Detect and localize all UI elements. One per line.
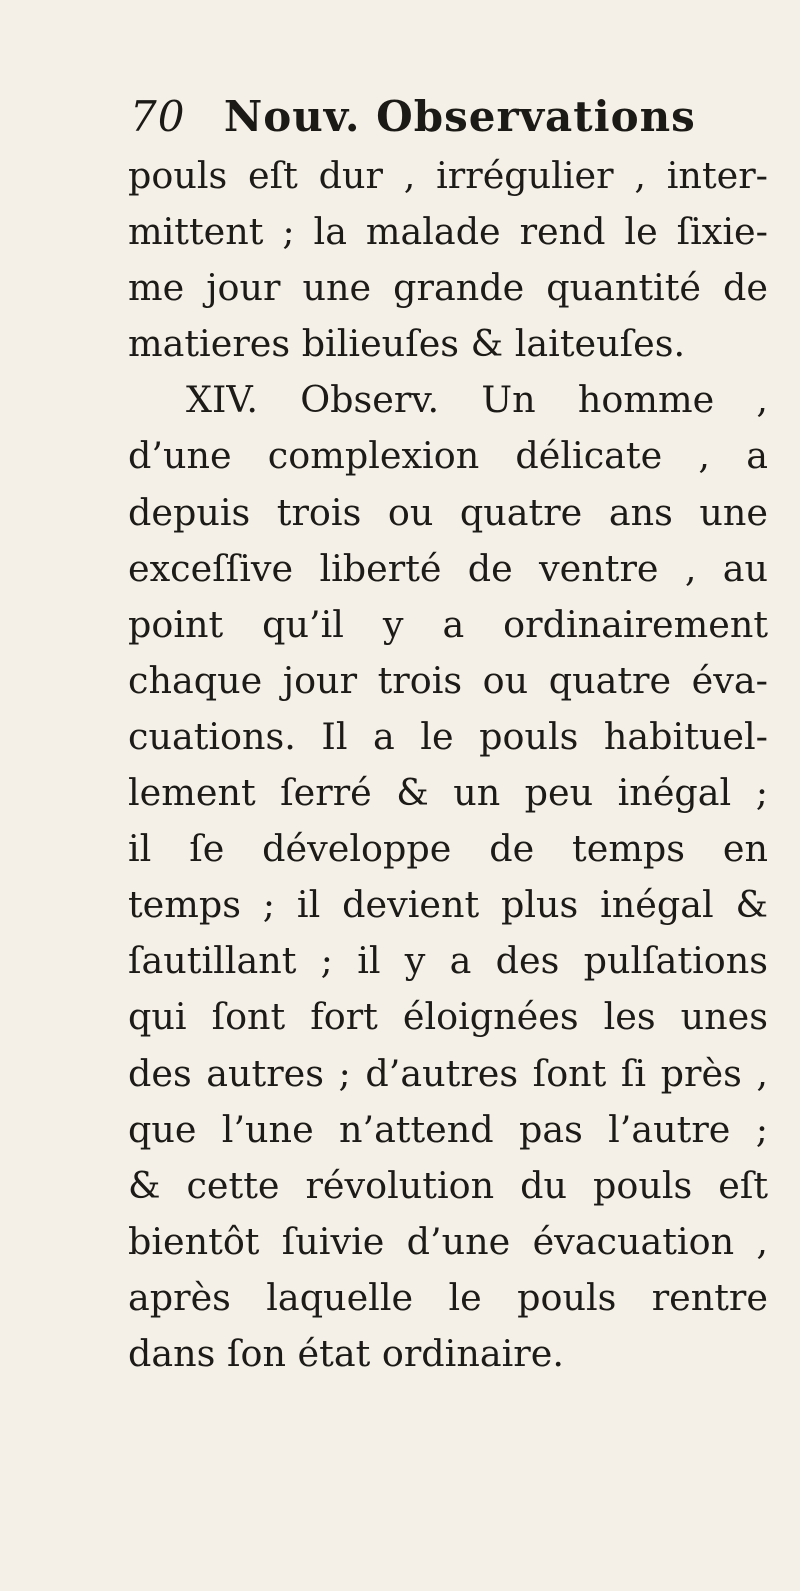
text-line: me jour une grande quantité de	[128, 266, 768, 310]
text-line: chaque jour trois ou quatre éva-	[128, 658, 768, 702]
text-line: depuis trois ou quatre ans une	[128, 490, 768, 534]
text-line: matieres bilieuſes & laiteuſes.	[128, 322, 686, 366]
body-text	[128, 148, 768, 1382]
text-line: temps ; il devient plus inégal &	[128, 883, 768, 927]
running-title: Nouv. Observations	[223, 92, 696, 141]
observation-heading-line: XIV. Observ. Un homme ,	[186, 378, 768, 422]
text-line: bientôt ſuivie d’une évacuation ,	[128, 1219, 768, 1263]
page-number: 70	[130, 92, 186, 141]
text-line: ſautillant ; il y a des pulſations	[128, 939, 768, 983]
text-line: il ſe développe de temps en	[128, 827, 768, 871]
text-line: dans ſon état ordinaire.	[128, 1331, 564, 1375]
page-header	[130, 92, 790, 141]
text-line: d’une complexion délicate , a	[128, 434, 768, 478]
text-line: qui ſont fort éloignées les unes	[128, 995, 768, 1039]
text-line: des autres ; d’autres ſont ſi près ,	[128, 1051, 768, 1095]
text-line: après laquelle le pouls rentre	[128, 1275, 768, 1319]
text-line: mittent ; la malade rend le ſixie-	[128, 210, 768, 254]
text-line: & cette révolution du pouls eſt	[128, 1163, 768, 1207]
text-line: pouls eſt dur , irrégulier , inter-	[128, 154, 768, 197]
text-line: exceſſive liberté de ventre , au	[128, 546, 768, 590]
text-line: lement ſerré & un peu inégal ;	[128, 771, 768, 815]
text-line: point qu’il y a ordinairement	[128, 602, 768, 646]
text-line: que l’une n’attend pas l’autre ;	[128, 1107, 768, 1151]
text-line: cuations. Il a le pouls habituel-	[128, 714, 768, 758]
